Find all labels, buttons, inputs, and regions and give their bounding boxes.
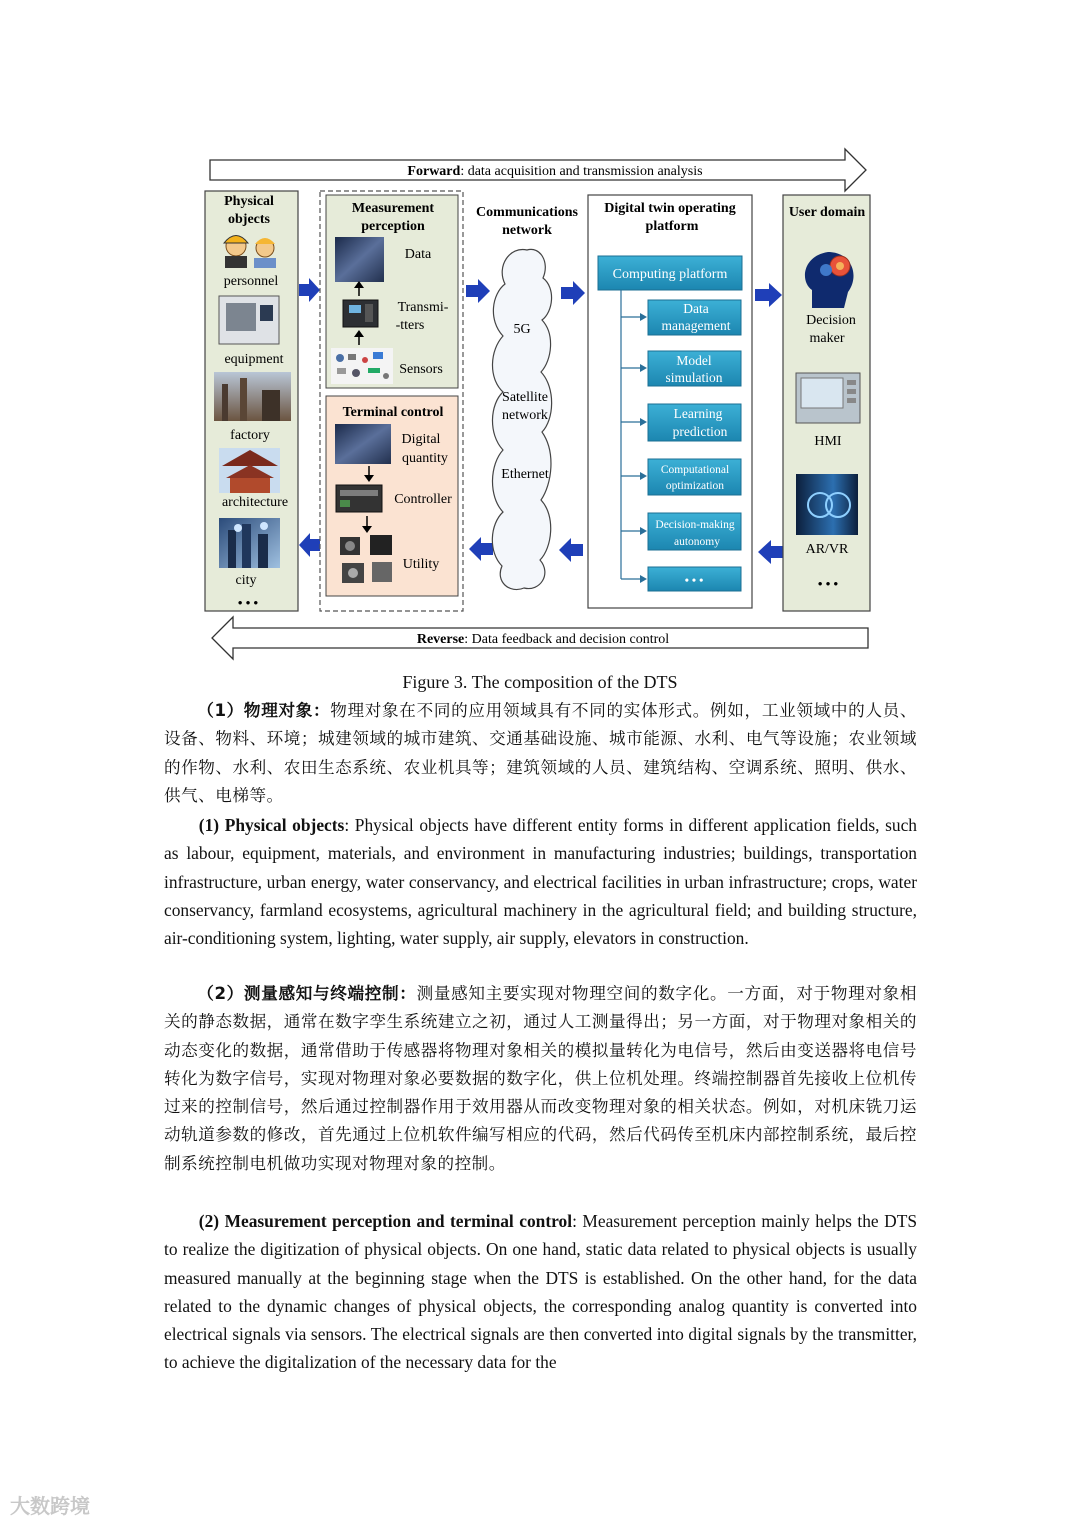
forward-arrow: [210, 149, 866, 191]
comm-item-network: network: [502, 408, 548, 423]
physical-item-factory: factory: [230, 428, 270, 443]
physical-ellipsis: • • •: [237, 595, 259, 610]
watermark-text: 大数跨境: [10, 1494, 90, 1518]
p2-cn-body: 测量感知主要实现对物理空间的数字化。一方面，对于物理对象相关的静态数据，通常在数字孪生系统建立之初，通过人工测量得出；另一方面，对于物理对象相关的动态变化的数据，通常借助于传感器将物理对象相关的模拟量转化为电信号，然后由变送器将电信号转化为数字信号，实现对物理对象必要数据的数字化，供上位机处理。终端控制器首先接收上位机传过来的控制信号，然后通过控制器作用于效用器从而改变物理对象的相关状态。例如，对机床铣刀运动轨道参数的修改，首先通过上位机软件编写相应的代码，然后代码传至机床内部控制系统，最后控制系统控制电机做功实现对物理对象的控制。: [164, 984, 918, 1173]
user-item-hmi: HMI: [814, 434, 842, 449]
reverse-label-text: : Data feedback and decision control: [464, 632, 670, 647]
module-6-line-1: • • •: [684, 573, 704, 587]
terminal-control-panel: [326, 396, 458, 596]
measurement-item-sensors: Sensors: [399, 362, 443, 377]
comm-item-ethernet: Ethernet: [501, 467, 549, 482]
communications-network: [476, 205, 578, 590]
computing-platform-label: Computing platform: [612, 267, 728, 282]
physical-objects-panel: [205, 191, 298, 611]
arrow-user-to-platform: [758, 540, 785, 564]
digital-quantity-icon: [335, 424, 391, 464]
arrow-measurement-to-network: [466, 279, 490, 303]
forward-label-text: : data acquisition and transmission analysis: [460, 164, 703, 179]
arrow-terminal-to-physical: [299, 533, 320, 557]
paragraph-1-en: [164, 811, 917, 952]
user-domain-panel: [783, 195, 870, 611]
terminal-item-digital: Digital: [401, 432, 441, 447]
transmitter-icon: [343, 300, 378, 327]
module-5-line-1: Decision-making: [655, 519, 735, 531]
module-1-line-1: Data: [683, 301, 709, 316]
comm-title-1: Communications: [476, 205, 578, 220]
module-2-line-1: Model: [676, 353, 712, 368]
measurement-perception-panel: [326, 195, 458, 388]
module-1-line-2: management: [661, 318, 731, 333]
module-5-line-2: autonomy: [674, 536, 720, 548]
physical-item-city: city: [235, 573, 257, 588]
platform-title-2: platform: [645, 219, 699, 234]
measurement-title-1: Measurement: [351, 201, 435, 216]
arrow-network-to-platform: [561, 281, 585, 305]
paragraph-1-cn: [164, 697, 917, 810]
p1-en-heading: (1) Physical objects: [198, 815, 345, 835]
user-title: User domain: [788, 205, 866, 220]
comm-item-satellite: Satellite: [502, 390, 548, 405]
data-icon: [335, 237, 384, 282]
forward-label-bold: Forward: [407, 164, 461, 179]
sensors-icon: [331, 348, 393, 384]
physical-title-2: objects: [228, 212, 270, 227]
arrow-platform-to-network: [559, 538, 583, 562]
digital-twin-platform-panel: [588, 195, 752, 608]
p1-cn-body: 物理对象在不同的应用领域具有不同的实体形式。例如，工业领域中的人员、设备、物料、环境；城建领域的城市建筑、交通基础设施、城市能源、水利、电气等设施；农业领域的作物、水利、农田生态系统、农业机具等；建筑领域的人员、建筑结构、空调系统、照明、供水、供气、电梯等。: [164, 701, 918, 805]
physical-item-personnel: personnel: [223, 274, 279, 289]
module-4-line-2: optimization: [665, 480, 725, 492]
module-2-line-2: simulation: [665, 370, 723, 385]
p1-en-body: : Physical objects have different entity forms in different application fields, such as labour, equipment, materials, and environment in manufacturing industries; buildings, transportation infrastructure, urban energy, water conservancy, and electrical facilities in urban infrastructure; crops, water conservancy, farmland ecosystems, agricultural machinery in the agricultural field; and building structure, air-conditioning system, lighting, water supply, air supply, elevators in construction.: [164, 815, 918, 949]
physical-item-architecture: architecture: [221, 495, 289, 510]
module-3-line-2: prediction: [672, 424, 728, 439]
comm-item-5g: 5G: [513, 322, 531, 337]
reverse-arrow: [212, 617, 868, 659]
comm-title-2: network: [502, 223, 552, 238]
ar-vr-icon: [796, 474, 858, 535]
terminal-item-utility: Utility: [402, 557, 440, 572]
measurement-item-transmi: Transmi-: [397, 300, 449, 315]
p2-en-body: : Measurement perception mainly helps the DTS to realize the digitization of physical objects. On one hand, static data related to physical objects is usually measured manually at the beginning stage when the DTS is established. On the other hand, for the data related to the dynamic changes of physical objects, the corresponding analog quantity is converted into electrical signals via sensors. The electrical signals are then converted into digital signals by the transmitter, to achieve the digitalization of the necessary data for the: [164, 1211, 917, 1373]
module-3-line-1: Learning: [673, 406, 723, 421]
user-ellipsis: • • •: [817, 576, 839, 591]
terminal-item-controller: Controller: [394, 492, 452, 507]
arrow-platform-to-user: [755, 283, 782, 307]
p1-cn-heading: （1）物理对象：: [197, 701, 331, 720]
reverse-label-bold: Reverse: [416, 632, 465, 647]
user-item-maker: maker: [809, 331, 845, 346]
hmi-icon: [796, 373, 860, 423]
city-icon: [219, 518, 280, 568]
physical-title-1: Physical: [224, 194, 274, 209]
p2-en-heading: (2) Measurement perception and terminal control: [198, 1211, 573, 1231]
platform-title-1: Digital twin operating: [604, 201, 736, 216]
paragraph-2-cn: [164, 980, 917, 1178]
measurement-item-data: Data: [404, 247, 432, 262]
svg-text:Forward: data acquisition and: [407, 164, 702, 179]
p2-cn-heading: （2）测量感知与终端控制：: [197, 984, 417, 1003]
module-4-line-1: Computational: [660, 464, 730, 476]
physical-item-equipment: equipment: [224, 352, 284, 367]
arrow-physical-to-measurement: [299, 278, 320, 302]
terminal-title: Terminal control: [342, 405, 444, 420]
measurement-item-tters: -tters: [395, 318, 425, 333]
dts-composition-diagram: [0, 0, 1080, 670]
equipment-icon: [219, 296, 279, 344]
arrow-network-to-terminal: [469, 537, 493, 561]
watermark: [10, 1490, 90, 1519]
controller-icon: [336, 485, 382, 512]
user-item-arvr: AR/VR: [805, 542, 849, 557]
factory-icon: [214, 372, 291, 421]
user-item-decision: Decision: [806, 313, 856, 328]
svg-text:Reverse: Data feedback and dec: [417, 632, 669, 647]
terminal-item-quantity: quantity: [402, 451, 448, 466]
paragraph-2-en: [164, 1207, 917, 1377]
figure-caption: Figure 3. The composition of the DTS: [402, 672, 678, 692]
architecture-icon: [219, 448, 280, 493]
measurement-title-2: perception: [361, 219, 425, 234]
